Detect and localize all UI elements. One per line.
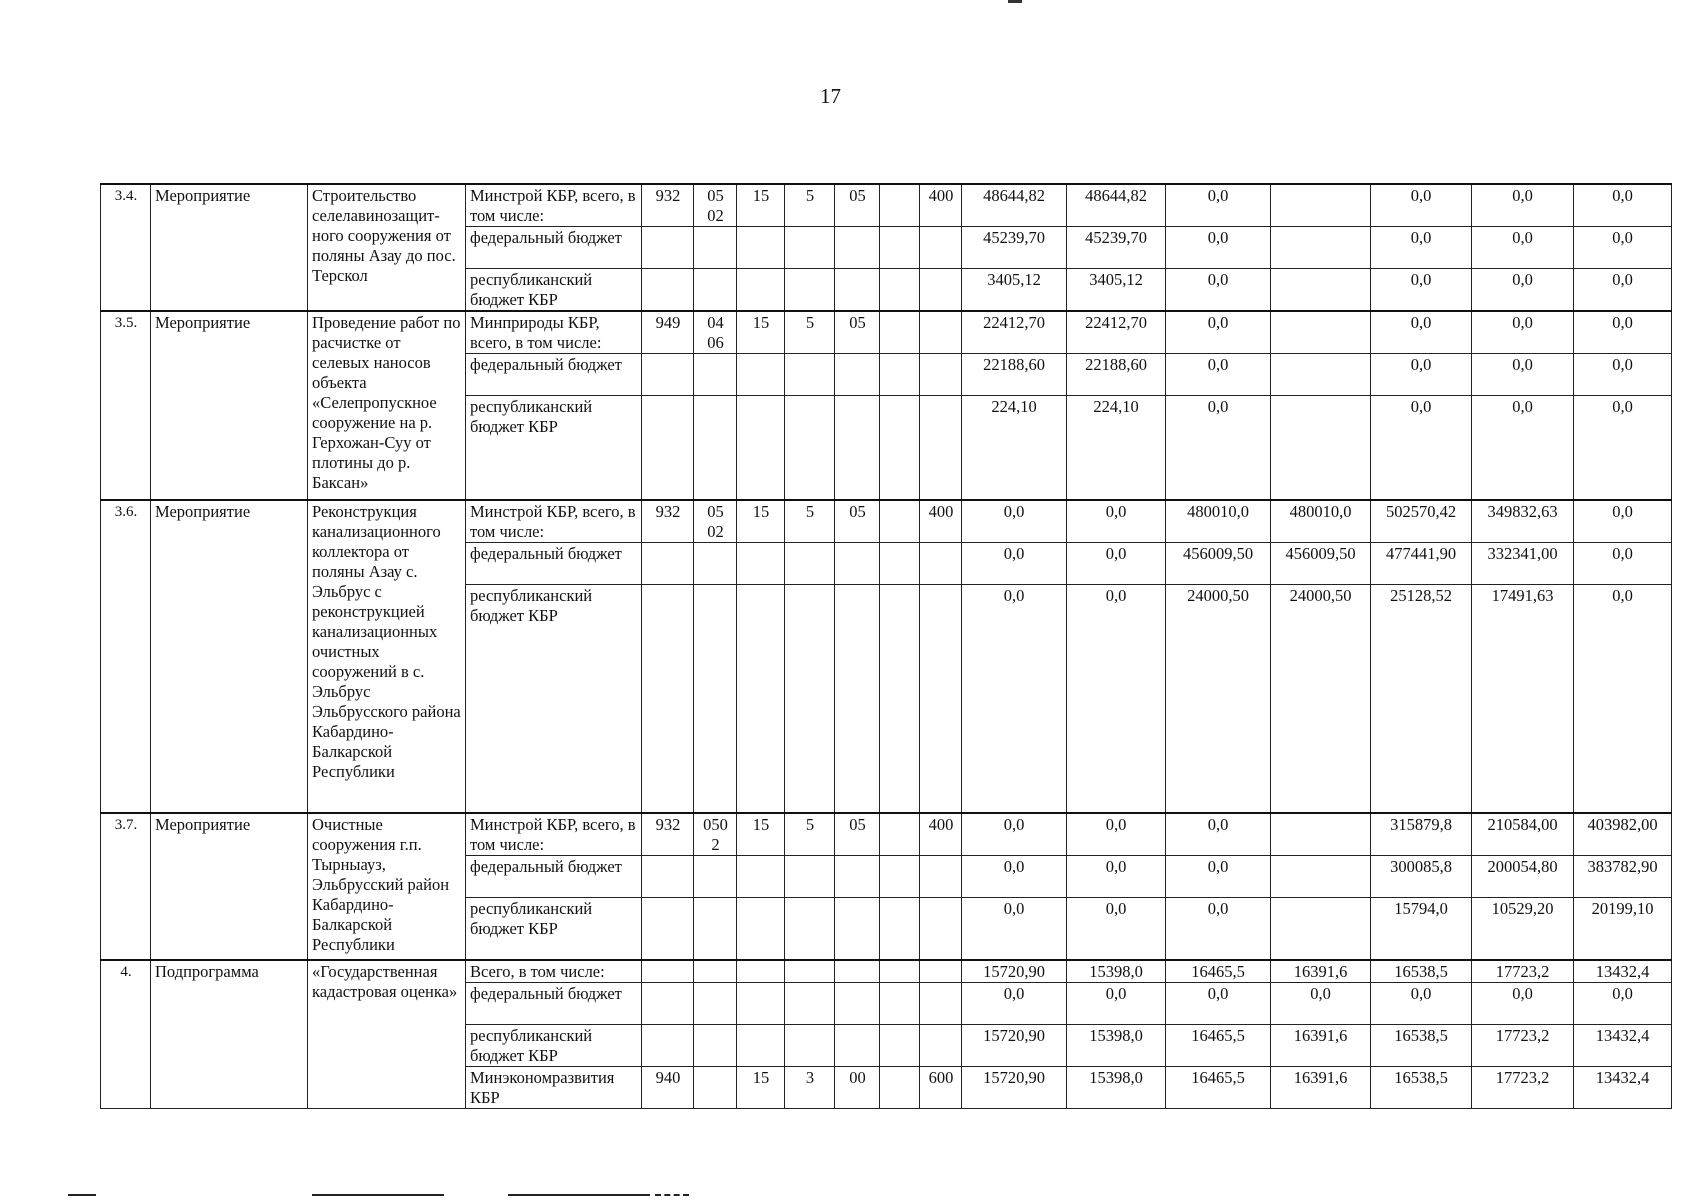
amount-year-5: 15794,0: [1371, 898, 1472, 960]
budget-code-7: [920, 856, 962, 898]
amount-year-1: 22412,70: [962, 311, 1067, 354]
budget-code-3: 15: [737, 500, 785, 543]
budget-code-6: [880, 982, 920, 1024]
budget-code-1: [642, 396, 694, 500]
amount-year-4: [1271, 227, 1371, 269]
amount-year-2: 15398,0: [1067, 1066, 1166, 1108]
funding-source: республиканский бюджет КБР: [466, 898, 642, 960]
budget-code-4: 5: [785, 813, 835, 856]
budget-code-7: 400: [920, 184, 962, 227]
budget-code-5: [835, 982, 880, 1024]
budget-code-7: [920, 396, 962, 500]
budget-code-1: [642, 542, 694, 584]
budget-code-2: [694, 354, 737, 396]
budget-code-5: [835, 898, 880, 960]
amount-year-6: 200054,80: [1472, 856, 1574, 898]
amount-year-1: 0,0: [962, 982, 1067, 1024]
amount-year-7: 0,0: [1574, 500, 1672, 543]
funding-source: Минэкономразвития КБР: [466, 1066, 642, 1108]
amount-year-4: [1271, 813, 1371, 856]
amount-year-5: 502570,42: [1371, 500, 1472, 543]
amount-year-1: 0,0: [962, 813, 1067, 856]
funding-source: республиканский бюджет КБР: [466, 584, 642, 813]
table-row: [101, 500, 1672, 543]
amount-year-4: [1271, 856, 1371, 898]
budget-code-1: 932: [642, 500, 694, 543]
budget-code-5: 05: [835, 311, 880, 354]
budget-code-5: [835, 960, 880, 983]
amount-year-7: 0,0: [1574, 584, 1672, 813]
budget-code-2: [694, 542, 737, 584]
amount-year-7: 0,0: [1574, 311, 1672, 354]
budget-code-2: [694, 1066, 737, 1108]
budget-code-5: [835, 856, 880, 898]
amount-year-2: 45239,70: [1067, 227, 1166, 269]
budget-code-4: [785, 584, 835, 813]
amount-year-2: 0,0: [1067, 898, 1166, 960]
amount-year-2: 15398,0: [1067, 1024, 1166, 1066]
budget-code-5: [835, 227, 880, 269]
amount-year-1: 3405,12: [962, 269, 1067, 312]
budget-code-3: 15: [737, 1066, 785, 1108]
budget-code-6: [880, 898, 920, 960]
budget-code-7: [920, 1024, 962, 1066]
amount-year-2: 3405,12: [1067, 269, 1166, 312]
budget-code-7: [920, 542, 962, 584]
budget-code-3: [737, 1024, 785, 1066]
budget-code-5: 05: [835, 813, 880, 856]
item-status: Мероприятие: [151, 813, 308, 960]
amount-year-3: 0,0: [1166, 813, 1271, 856]
budget-code-3: [737, 269, 785, 312]
amount-year-5: 0,0: [1371, 311, 1472, 354]
budget-code-2: 050 2: [694, 813, 737, 856]
amount-year-7: 0,0: [1574, 269, 1672, 312]
amount-year-1: 22188,60: [962, 354, 1067, 396]
funding-source: федеральный бюджет: [466, 982, 642, 1024]
amount-year-3: 0,0: [1166, 396, 1271, 500]
amount-year-4: 16391,6: [1271, 1066, 1371, 1108]
item-status: Мероприятие: [151, 311, 308, 500]
budget-code-6: [880, 269, 920, 312]
budget-code-1: [642, 1024, 694, 1066]
amount-year-7: 13432,4: [1574, 960, 1672, 983]
amount-year-3: 0,0: [1166, 898, 1271, 960]
amount-year-5: 0,0: [1371, 227, 1472, 269]
funding-source: Всего, в том числе:: [466, 960, 642, 983]
amount-year-3: 16465,5: [1166, 1066, 1271, 1108]
amount-year-3: 24000,50: [1166, 584, 1271, 813]
funding-source: Минстрой КБР, всего, в том числе:: [466, 813, 642, 856]
amount-year-3: 0,0: [1166, 311, 1271, 354]
amount-year-4: [1271, 898, 1371, 960]
budget-code-2: [694, 1024, 737, 1066]
amount-year-1: 15720,90: [962, 1066, 1067, 1108]
amount-year-5: 0,0: [1371, 396, 1472, 500]
item-name: Реконструкция канализационного коллектора от поляны Азау с. Эльбрус с реконструкцией канализационных очистных сооружений в с. Эльбрус Эльбрусского района Кабардино-Балкарской Республики: [308, 500, 466, 814]
amount-year-1: 15720,90: [962, 1024, 1067, 1066]
funding-source: федеральный бюджет: [466, 354, 642, 396]
budget-code-3: [737, 960, 785, 983]
amount-year-5: 16538,5: [1371, 960, 1472, 983]
table-row: [101, 813, 1672, 856]
amount-year-7: 383782,90: [1574, 856, 1672, 898]
funding-source: федеральный бюджет: [466, 227, 642, 269]
amount-year-3: 0,0: [1166, 227, 1271, 269]
amount-year-7: 403982,00: [1574, 813, 1672, 856]
amount-year-7: 0,0: [1574, 227, 1672, 269]
amount-year-6: 0,0: [1472, 269, 1574, 312]
funding-source: Минстрой КБР, всего, в том числе:: [466, 184, 642, 227]
budget-code-4: [785, 960, 835, 983]
budget-code-1: 940: [642, 1066, 694, 1108]
budget-code-3: [737, 584, 785, 813]
budget-code-7: 600: [920, 1066, 962, 1108]
budget-code-2: [694, 396, 737, 500]
amount-year-6: 349832,63: [1472, 500, 1574, 543]
amount-year-5: 0,0: [1371, 269, 1472, 312]
budget-code-1: [642, 227, 694, 269]
amount-year-5: 16538,5: [1371, 1066, 1472, 1108]
budget-code-4: [785, 982, 835, 1024]
budget-code-6: [880, 227, 920, 269]
amount-year-6: 17491,63: [1472, 584, 1574, 813]
budget-code-2: [694, 960, 737, 983]
budget-code-6: [880, 396, 920, 500]
budget-code-6: [880, 1066, 920, 1108]
amount-year-1: 0,0: [962, 542, 1067, 584]
amount-year-6: 10529,20: [1472, 898, 1574, 960]
amount-year-2: 48644,82: [1067, 184, 1166, 227]
item-status: Мероприятие: [151, 184, 308, 311]
amount-year-5: 315879,8: [1371, 813, 1472, 856]
budget-code-4: 3: [785, 1066, 835, 1108]
budget-code-4: [785, 396, 835, 500]
amount-year-7: 0,0: [1574, 542, 1672, 584]
amount-year-5: 0,0: [1371, 184, 1472, 227]
budget-code-3: [737, 856, 785, 898]
amount-year-5: 25128,52: [1371, 584, 1472, 813]
amount-year-2: 15398,0: [1067, 960, 1166, 983]
table-row: [101, 960, 1672, 983]
budget-code-3: 15: [737, 311, 785, 354]
amount-year-1: 224,10: [962, 396, 1067, 500]
funding-source: республиканский бюджет КБР: [466, 396, 642, 500]
budget-code-7: [920, 269, 962, 312]
budget-code-7: [920, 311, 962, 354]
item-name: Очистные сооружения г.п. Тырныауз, Эльбрусский район Кабардино-Балкарской Республики: [308, 813, 466, 960]
amount-year-4: [1271, 269, 1371, 312]
amount-year-3: 480010,0: [1166, 500, 1271, 543]
amount-year-2: 22412,70: [1067, 311, 1166, 354]
budget-code-4: [785, 269, 835, 312]
amount-year-7: 13432,4: [1574, 1024, 1672, 1066]
budget-code-5: 05: [835, 184, 880, 227]
item-number: 3.4.: [101, 184, 151, 311]
budget-code-3: 15: [737, 184, 785, 227]
budget-code-3: 15: [737, 813, 785, 856]
amount-year-4: 24000,50: [1271, 584, 1371, 813]
budget-code-7: [920, 584, 962, 813]
budget-code-1: [642, 960, 694, 983]
amount-year-1: 0,0: [962, 856, 1067, 898]
amount-year-5: 0,0: [1371, 354, 1472, 396]
amount-year-2: 0,0: [1067, 584, 1166, 813]
budget-code-4: [785, 898, 835, 960]
budget-code-1: 932: [642, 813, 694, 856]
budget-code-1: [642, 354, 694, 396]
budget-code-2: [694, 227, 737, 269]
funding-source: Минстрой КБР, всего, в том числе:: [466, 500, 642, 543]
budget-code-2: 05 02: [694, 184, 737, 227]
amount-year-1: 15720,90: [962, 960, 1067, 983]
budget-code-3: [737, 396, 785, 500]
budget-code-7: [920, 354, 962, 396]
budget-code-7: 400: [920, 500, 962, 543]
budget-code-1: [642, 856, 694, 898]
amount-year-7: 0,0: [1574, 982, 1672, 1024]
amount-year-4: [1271, 354, 1371, 396]
item-number: 3.6.: [101, 500, 151, 814]
budget-code-5: [835, 269, 880, 312]
amount-year-4: [1271, 311, 1371, 354]
amount-year-4: [1271, 184, 1371, 227]
table-row: [101, 311, 1672, 354]
budget-code-6: [880, 500, 920, 543]
budget-code-7: [920, 960, 962, 983]
budget-code-2: 05 02: [694, 500, 737, 543]
amount-year-2: 0,0: [1067, 542, 1166, 584]
amount-year-3: 0,0: [1166, 354, 1271, 396]
item-name: Строительство селелавинозащит-ного сооружения от поляны Азау до пос. Терскол: [308, 184, 466, 311]
budget-code-4: 5: [785, 500, 835, 543]
budget-code-6: [880, 813, 920, 856]
budget-code-2: [694, 898, 737, 960]
amount-year-6: 17723,2: [1472, 960, 1574, 983]
budget-code-3: [737, 542, 785, 584]
budget-code-3: [737, 227, 785, 269]
funding-source: Минприроды КБР, всего, в том числе:: [466, 311, 642, 354]
amount-year-7: 0,0: [1574, 184, 1672, 227]
budget-code-5: 00: [835, 1066, 880, 1108]
amount-year-3: 0,0: [1166, 269, 1271, 312]
amount-year-3: 0,0: [1166, 856, 1271, 898]
footer-rule: [312, 1194, 444, 1196]
amount-year-2: 0,0: [1067, 982, 1166, 1024]
amount-year-5: 300085,8: [1371, 856, 1472, 898]
amount-year-3: 0,0: [1166, 982, 1271, 1024]
budget-code-2: [694, 982, 737, 1024]
amount-year-1: 48644,82: [962, 184, 1067, 227]
amount-year-3: 0,0: [1166, 184, 1271, 227]
budget-code-4: 5: [785, 184, 835, 227]
amount-year-1: 0,0: [962, 898, 1067, 960]
amount-year-4: 16391,6: [1271, 960, 1371, 983]
amount-year-4: 456009,50: [1271, 542, 1371, 584]
amount-year-6: 0,0: [1472, 311, 1574, 354]
budget-code-1: [642, 584, 694, 813]
budget-code-4: [785, 227, 835, 269]
amount-year-7: 20199,10: [1574, 898, 1672, 960]
amount-year-1: 0,0: [962, 584, 1067, 813]
budget-code-6: [880, 1024, 920, 1066]
budget-code-7: [920, 982, 962, 1024]
amount-year-6: 17723,2: [1472, 1024, 1574, 1066]
funding-source: республиканский бюджет КБР: [466, 1024, 642, 1066]
item-number: 3.7.: [101, 813, 151, 960]
budget-code-4: [785, 1024, 835, 1066]
budget-code-4: 5: [785, 311, 835, 354]
budget-code-4: [785, 856, 835, 898]
amount-year-4: 0,0: [1271, 982, 1371, 1024]
budget-code-1: [642, 269, 694, 312]
item-number: 3.5.: [101, 311, 151, 500]
budget-code-5: [835, 584, 880, 813]
amount-year-2: 0,0: [1067, 856, 1166, 898]
budget-code-2: 04 06: [694, 311, 737, 354]
footer-rule: [655, 1194, 689, 1196]
budget-code-2: [694, 584, 737, 813]
amount-year-4: [1271, 396, 1371, 500]
amount-year-4: 16391,6: [1271, 1024, 1371, 1066]
amount-year-6: 332341,00: [1472, 542, 1574, 584]
budget-code-6: [880, 584, 920, 813]
budget-code-2: [694, 269, 737, 312]
amount-year-6: 0,0: [1472, 396, 1574, 500]
budget-code-5: [835, 542, 880, 584]
amount-year-2: 0,0: [1067, 813, 1166, 856]
amount-year-7: 13432,4: [1574, 1066, 1672, 1108]
amount-year-5: 16538,5: [1371, 1024, 1472, 1066]
budget-code-5: [835, 396, 880, 500]
budget-code-5: [835, 354, 880, 396]
amount-year-6: 0,0: [1472, 354, 1574, 396]
budget-code-7: [920, 898, 962, 960]
budget-code-4: [785, 354, 835, 396]
budget-code-6: [880, 311, 920, 354]
budget-code-4: [785, 542, 835, 584]
budget-table: [100, 183, 1672, 1109]
amount-year-2: 22188,60: [1067, 354, 1166, 396]
amount-year-3: 16465,5: [1166, 960, 1271, 983]
item-name: Проведение работ по расчистке от селевых наносов объекта «Селепропускное сооружение на р. Герхожан-Суу от плотины до р. Баксан»: [308, 311, 466, 500]
budget-code-1: [642, 982, 694, 1024]
budget-code-6: [880, 184, 920, 227]
amount-year-6: 0,0: [1472, 227, 1574, 269]
amount-year-3: 16465,5: [1166, 1024, 1271, 1066]
amount-year-3: 456009,50: [1166, 542, 1271, 584]
budget-code-3: [737, 898, 785, 960]
budget-code-6: [880, 960, 920, 983]
item-status: Подпрограмма: [151, 960, 308, 1109]
amount-year-6: 0,0: [1472, 184, 1574, 227]
amount-year-5: 477441,90: [1371, 542, 1472, 584]
item-number: 4.: [101, 960, 151, 1109]
scan-mark: [1008, 0, 1022, 3]
budget-code-1: 932: [642, 184, 694, 227]
amount-year-2: 0,0: [1067, 500, 1166, 543]
budget-code-6: [880, 354, 920, 396]
budget-code-3: [737, 982, 785, 1024]
amount-year-5: 0,0: [1371, 982, 1472, 1024]
footer-rule: [508, 1194, 650, 1196]
amount-year-1: 45239,70: [962, 227, 1067, 269]
item-name: «Государственная кадастровая оценка»: [308, 960, 466, 1109]
budget-code-7: [920, 227, 962, 269]
budget-code-7: 400: [920, 813, 962, 856]
amount-year-7: 0,0: [1574, 354, 1672, 396]
budget-code-5: 05: [835, 500, 880, 543]
funding-source: федеральный бюджет: [466, 542, 642, 584]
budget-code-6: [880, 542, 920, 584]
budget-code-5: [835, 1024, 880, 1066]
funding-source: федеральный бюджет: [466, 856, 642, 898]
amount-year-6: 210584,00: [1472, 813, 1574, 856]
budget-code-1: 949: [642, 311, 694, 354]
budget-code-3: [737, 354, 785, 396]
budget-code-1: [642, 898, 694, 960]
table-row: [101, 184, 1672, 227]
amount-year-2: 224,10: [1067, 396, 1166, 500]
budget-code-2: [694, 856, 737, 898]
amount-year-1: 0,0: [962, 500, 1067, 543]
amount-year-4: 480010,0: [1271, 500, 1371, 543]
funding-source: республиканский бюджет КБР: [466, 269, 642, 312]
footer-rule: [68, 1194, 96, 1196]
amount-year-6: 0,0: [1472, 982, 1574, 1024]
amount-year-6: 17723,2: [1472, 1066, 1574, 1108]
page-number: 17: [820, 84, 841, 108]
item-status: Мероприятие: [151, 500, 308, 814]
amount-year-7: 0,0: [1574, 396, 1672, 500]
budget-code-6: [880, 856, 920, 898]
